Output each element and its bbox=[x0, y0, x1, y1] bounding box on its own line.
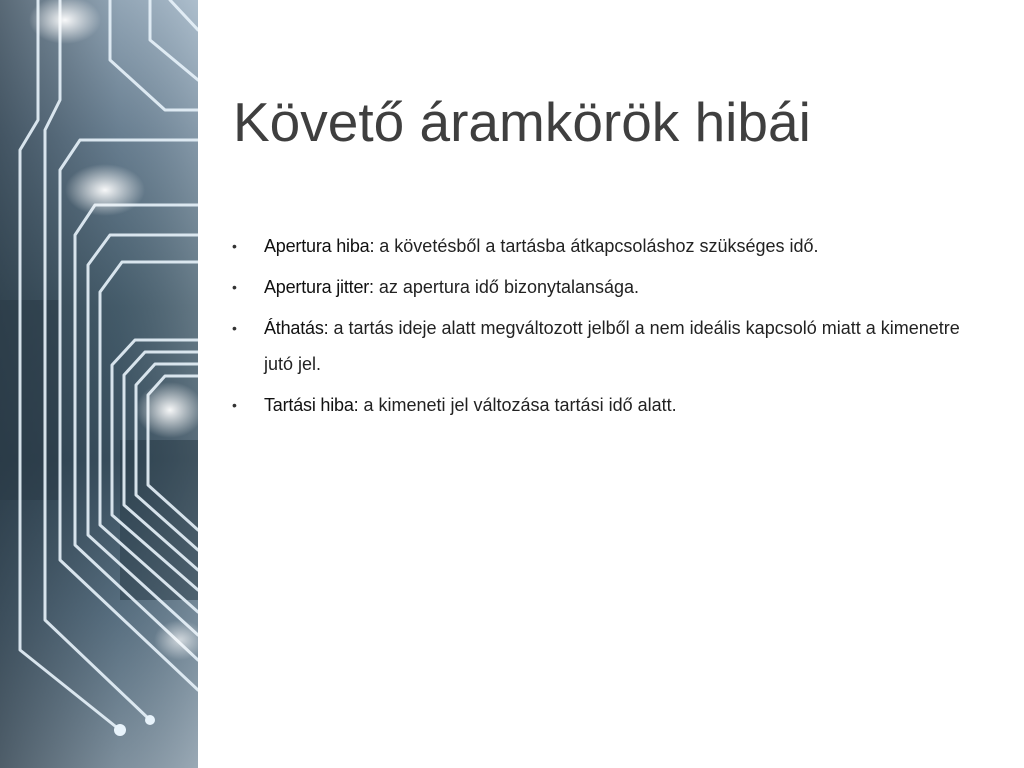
bullet-text: a kimeneti jel változása tartási idő alatt. bbox=[358, 395, 677, 415]
bullet-marker: • bbox=[232, 238, 237, 254]
bullet-term: Tartási hiba: bbox=[264, 395, 359, 415]
bullet-term: Áthatás: bbox=[264, 318, 329, 338]
bullet-marker: • bbox=[232, 320, 237, 336]
slide-title: Követő áramkörök hibái bbox=[233, 91, 811, 153]
bullet-item bbox=[232, 387, 972, 423]
bullet-item bbox=[232, 228, 972, 264]
bullet-term: Apertura hiba: bbox=[264, 236, 375, 256]
bullet-item bbox=[232, 269, 972, 305]
bullet-list bbox=[232, 228, 972, 428]
bullet-text: a tartás ideje alatt megváltozott jelből a nem ideális kapcsoló miatt a kimenetre jutó jel. bbox=[264, 318, 960, 374]
bullet-term: Apertura jitter: bbox=[264, 277, 374, 297]
circuit-traces-graphic bbox=[0, 0, 198, 768]
bullet-item bbox=[232, 310, 972, 382]
bullet-text: az apertura idő bizonytalansága. bbox=[373, 277, 640, 297]
bullet-marker: • bbox=[232, 397, 237, 413]
circuit-board-image bbox=[0, 0, 198, 768]
bullet-text: a követésből a tartásba átkapcsoláshoz szükséges idő. bbox=[374, 236, 819, 256]
bullet-marker: • bbox=[232, 279, 237, 295]
